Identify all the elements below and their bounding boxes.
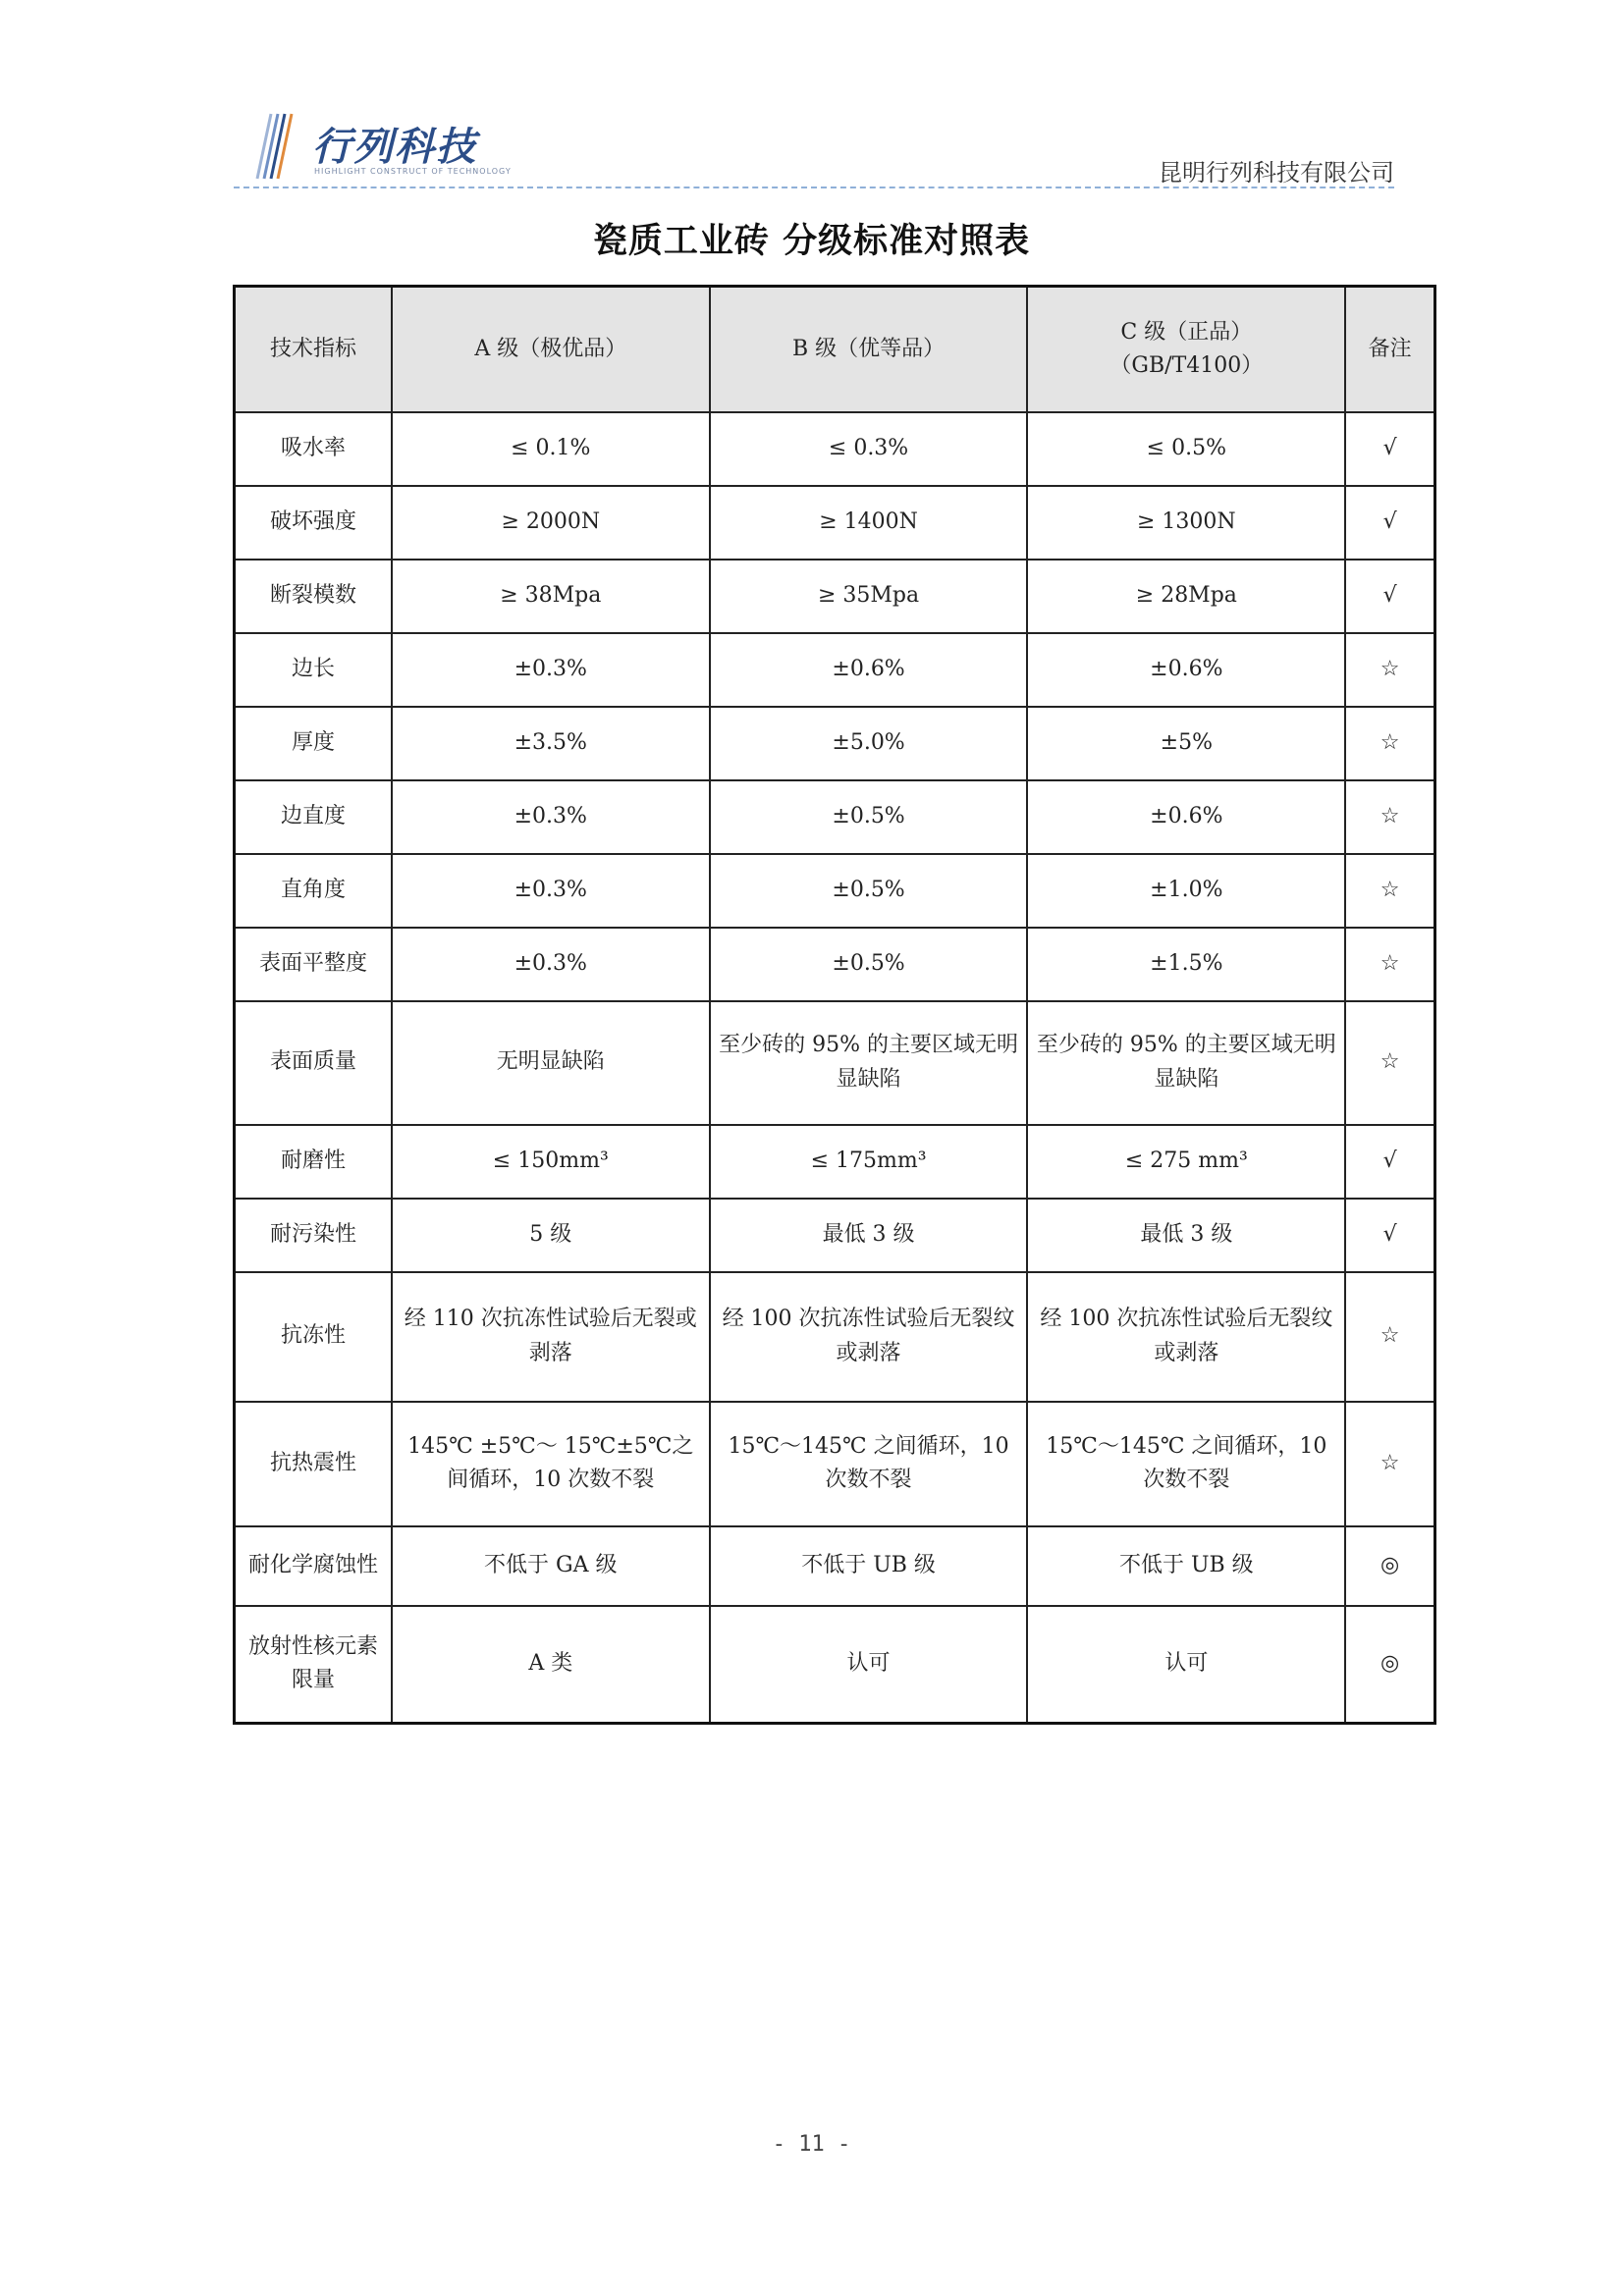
cell-grade-a: ≤ 150mm³ <box>392 1125 710 1199</box>
cell-grade-c: 经 100 次抗冻性试验后无裂纹或剥落 <box>1027 1272 1345 1402</box>
page-number: - 11 - <box>772 2132 851 2157</box>
cell-grade-c: ≥ 28Mpa <box>1027 560 1345 633</box>
cell-grade-c: ±1.5% <box>1027 928 1345 1001</box>
cell-grade-a: 不低于 GA 级 <box>392 1526 710 1606</box>
cell-grade-c: 不低于 UB 级 <box>1027 1526 1345 1606</box>
page-header <box>234 108 1394 188</box>
logo-stripes-icon <box>243 112 302 181</box>
cell-grade-b: ≤ 0.3% <box>710 412 1028 486</box>
row-indicator: 抗冻性 <box>235 1272 392 1402</box>
table-header-row <box>235 287 1435 412</box>
cell-note: ☆ <box>1345 1402 1434 1526</box>
table-row <box>235 1606 1435 1724</box>
cell-note: ☆ <box>1345 1001 1434 1125</box>
cell-grade-c: ≤ 0.5% <box>1027 412 1345 486</box>
cell-grade-b: 至少砖的 95% 的主要区域无明显缺陷 <box>710 1001 1028 1125</box>
header-grade-a: A 级（极优品） <box>392 287 710 412</box>
row-indicator: 放射性核元素限量 <box>235 1606 392 1724</box>
cell-grade-a: ≥ 38Mpa <box>392 560 710 633</box>
table-row <box>235 560 1435 633</box>
cell-grade-c: ±5% <box>1027 707 1345 780</box>
header-grade-c-title: C 级（正品） <box>1120 319 1253 345</box>
cell-grade-c: 至少砖的 95% 的主要区域无明显缺陷 <box>1027 1001 1345 1125</box>
row-indicator: 边直度 <box>235 780 392 854</box>
cell-grade-a: ±3.5% <box>392 707 710 780</box>
table-row <box>235 780 1435 854</box>
company-logo <box>243 108 512 185</box>
header-note: 备注 <box>1345 287 1434 412</box>
cell-grade-b: 15℃～145℃ 之间循环，10 次数不裂 <box>710 1402 1028 1526</box>
header-grade-c <box>1027 287 1345 412</box>
logo-text: 行列科技 <box>312 125 477 170</box>
cell-note: ☆ <box>1345 707 1434 780</box>
grading-table <box>233 285 1436 1725</box>
row-indicator: 耐污染性 <box>235 1199 392 1272</box>
table-row <box>235 1402 1435 1526</box>
table-row <box>235 1001 1435 1125</box>
row-indicator: 厚度 <box>235 707 392 780</box>
company-name: 昆明行列科技有限公司 <box>1159 159 1394 187</box>
table-row <box>235 928 1435 1001</box>
row-indicator: 表面平整度 <box>235 928 392 1001</box>
table-row <box>235 854 1435 928</box>
row-indicator: 耐磨性 <box>235 1125 392 1199</box>
logo-subtitle: HIGHLIGHT CONSTRUCT OF TECHNOLOGY <box>314 167 512 176</box>
table-row <box>235 1526 1435 1606</box>
cell-note: √ <box>1345 1199 1434 1272</box>
cell-grade-a: 经 110 次抗冻性试验后无裂或剥落 <box>392 1272 710 1402</box>
cell-grade-b: ±0.6% <box>710 633 1028 707</box>
row-indicator: 表面质量 <box>235 1001 392 1125</box>
cell-grade-b: ≥ 35Mpa <box>710 560 1028 633</box>
cell-grade-b: ±0.5% <box>710 854 1028 928</box>
cell-note: ◎ <box>1345 1526 1434 1606</box>
cell-note: √ <box>1345 1125 1434 1199</box>
header-grade-c-standard: （GB/T4100） <box>1109 352 1264 378</box>
cell-note: ☆ <box>1345 633 1434 707</box>
cell-grade-a: ±0.3% <box>392 633 710 707</box>
cell-note: ☆ <box>1345 1272 1434 1402</box>
cell-grade-a: 5 级 <box>392 1199 710 1272</box>
cell-grade-a: 145℃ ±5℃～ 15℃±5℃之间循环，10 次数不裂 <box>392 1402 710 1526</box>
cell-grade-c: ±1.0% <box>1027 854 1345 928</box>
cell-grade-a: A 类 <box>392 1606 710 1724</box>
cell-grade-c: ≤ 275 mm³ <box>1027 1125 1345 1199</box>
cell-grade-b: ±0.5% <box>710 928 1028 1001</box>
table-row <box>235 412 1435 486</box>
cell-grade-b: 认可 <box>710 1606 1028 1724</box>
table-row <box>235 1125 1435 1199</box>
cell-grade-a: ±0.3% <box>392 780 710 854</box>
cell-grade-a: ±0.3% <box>392 928 710 1001</box>
cell-grade-c: 最低 3 级 <box>1027 1199 1345 1272</box>
table-row <box>235 1199 1435 1272</box>
cell-grade-b: ≤ 175mm³ <box>710 1125 1028 1199</box>
cell-note: ☆ <box>1345 854 1434 928</box>
cell-grade-a: 无明显缺陷 <box>392 1001 710 1125</box>
cell-note: √ <box>1345 486 1434 560</box>
cell-grade-a: ≤ 0.1% <box>392 412 710 486</box>
table-body <box>235 412 1435 1724</box>
cell-grade-b: ±0.5% <box>710 780 1028 854</box>
cell-grade-a: ±0.3% <box>392 854 710 928</box>
table-row <box>235 1272 1435 1402</box>
row-indicator: 断裂模数 <box>235 560 392 633</box>
cell-grade-b: ≥ 1400N <box>710 486 1028 560</box>
row-indicator: 吸水率 <box>235 412 392 486</box>
cell-grade-a: ≥ 2000N <box>392 486 710 560</box>
row-indicator: 抗热震性 <box>235 1402 392 1526</box>
cell-grade-b: ±5.0% <box>710 707 1028 780</box>
header-indicator: 技术指标 <box>235 287 392 412</box>
cell-note: √ <box>1345 412 1434 486</box>
row-indicator: 耐化学腐蚀性 <box>235 1526 392 1606</box>
cell-grade-b: 经 100 次抗冻性试验后无裂纹或剥落 <box>710 1272 1028 1402</box>
table-row <box>235 707 1435 780</box>
cell-note: ☆ <box>1345 928 1434 1001</box>
document-title: 瓷质工业砖 分级标准对照表 <box>592 221 1031 261</box>
header-grade-b: B 级（优等品） <box>710 287 1028 412</box>
cell-note: ☆ <box>1345 780 1434 854</box>
table-row <box>235 486 1435 560</box>
cell-note: √ <box>1345 560 1434 633</box>
cell-grade-c: ≥ 1300N <box>1027 486 1345 560</box>
row-indicator: 边长 <box>235 633 392 707</box>
table-row <box>235 633 1435 707</box>
cell-grade-b: 不低于 UB 级 <box>710 1526 1028 1606</box>
cell-grade-c: ±0.6% <box>1027 633 1345 707</box>
header-divider <box>234 187 1394 188</box>
cell-grade-c: 15℃～145℃ 之间循环，10 次数不裂 <box>1027 1402 1345 1526</box>
cell-grade-b: 最低 3 级 <box>710 1199 1028 1272</box>
cell-note: ◎ <box>1345 1606 1434 1724</box>
row-indicator: 直角度 <box>235 854 392 928</box>
cell-grade-c: ±0.6% <box>1027 780 1345 854</box>
row-indicator: 破坏强度 <box>235 486 392 560</box>
cell-grade-c: 认可 <box>1027 1606 1345 1724</box>
